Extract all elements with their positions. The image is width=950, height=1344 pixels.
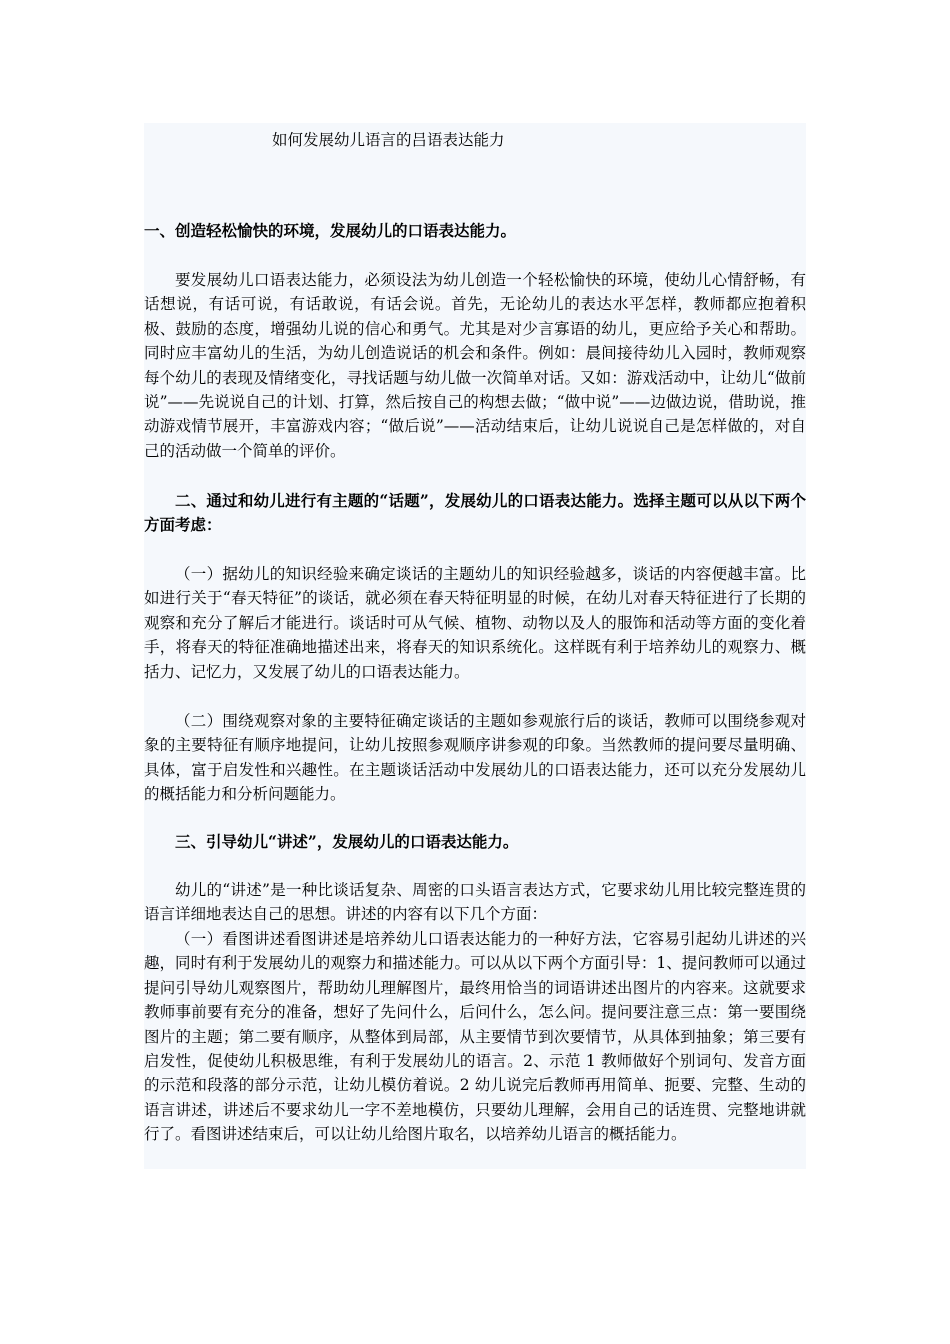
section-heading-3: 三、引导幼儿“讲述”，发展幼儿的口语表达能力。 [175,832,519,851]
document-title: 如何发展幼儿语言的吕语表达能力 [272,131,505,149]
section-heading-2: 二、通过和幼儿进行有主题的“话题”，发展幼儿的口语表达能力。选择主题可以从以下两个方面考虑： [144,491,806,535]
paragraph-picture-narration: （一）看图讲述看图讲述是培养幼儿口语表达能力的一种好方法，它容易引起幼儿讲述的兴趣，同时有利于发展幼儿的观察力和描述能力。可以从以下两个方面引导：1、提问教师可以通过提问引导幼儿观察图片，帮助幼儿理解图片，最终用恰当的词语讲述出图片的内容来。这就要求教师事前要有充分的准备，想好了先问什么，后问什么，怎么问。提问要注意三点：第一要围绕图片的主题；第二要有顺序，从整体到局部，从主要情节到次要情节，从具体到抽象；第三要有启发性，促使幼儿积极思维，有利于发展幼儿的语言。2、示范 1 教师做好个别词句、发音方面的示范和段落的部分示范，让幼儿模仿着说。2 幼儿说完后教师再用简单、扼要、完整、生动的语言讲述，讲述后不要求幼儿一字不差地模仿，只要幼儿理解，会用自己的话连贯、完整地讲就行了。看图讲述结束后，可以让幼儿给图片取名，以培养幼儿语言的概括能力。 [144,930,806,1144]
paragraph-narration-intro: 幼儿的“讲述”是一种比谈话复杂、周密的口头语言表达方式，它要求幼儿用比较完整连贯的语言详细地表达自己的思想。讲述的内容有以下几个方面： [144,881,806,924]
section-heading-1: 一、创造轻松愉快的环境，发展幼儿的口语表达能力。 [144,221,517,240]
document-page [144,123,806,1169]
paragraph-environment: 要发展幼儿口语表达能力，必须设法为幼儿创造一个轻松愉快的环境，使幼儿心情舒畅，有话想说，有话可说，有话敢说，有话会说。首先，无论幼儿的表达水平怎样，教师都应抱着积极、鼓励的态度，增强幼儿说的信心和勇气。尤其是对少言寡语的幼儿，更应给予关心和帮助。同时应丰富幼儿的生活，为幼儿创造说话的机会和条件。例如：晨间接待幼儿入园时，教师观察每个幼儿的表现及情绪变化，寻找话题与幼儿做一次简单对话。又如：游戏活动中，让幼儿“做前说”——先说说自己的计划、打算，然后按自己的构想去做；“做中说”——边做边说，借助说，推动游戏情节展开，丰富游戏内容；“做后说”——活动结束后，让幼儿说说自己是怎样做的，对自己的活动做一个简单的评价。 [144,271,806,460]
paragraph-knowledge-topic: （一）据幼儿的知识经验来确定谈话的主题幼儿的知识经验越多，谈话的内容便越丰富。比如进行关于“春天特征”的谈话，就必须在春天特征明显的时候，在幼儿对春天特征进行了长期的观察和充分了解后才能进行。谈话时可从气候、植物、动物以及人的服饰和活动等方面的变化着手，将春天的特征准确地描述出来，将春天的知识系统化。这样既有利于培养幼儿的观察力、概括力、记忆力，又发展了幼儿的口语表达能力。 [144,565,806,681]
paragraph-observation-topic: （二）围绕观察对象的主要特征确定谈话的主题如参观旅行后的谈话，教师可以围绕参观对象的主要特征有顺序地提问，让幼儿按照参观顺序讲参观的印象。当然教师的提问要尽量明确、具体，富于启发性和兴趣性。在主题谈话活动中发展幼儿的口语表达能力，还可以充分发展幼儿的概括能力和分析问题能力。 [144,712,806,804]
